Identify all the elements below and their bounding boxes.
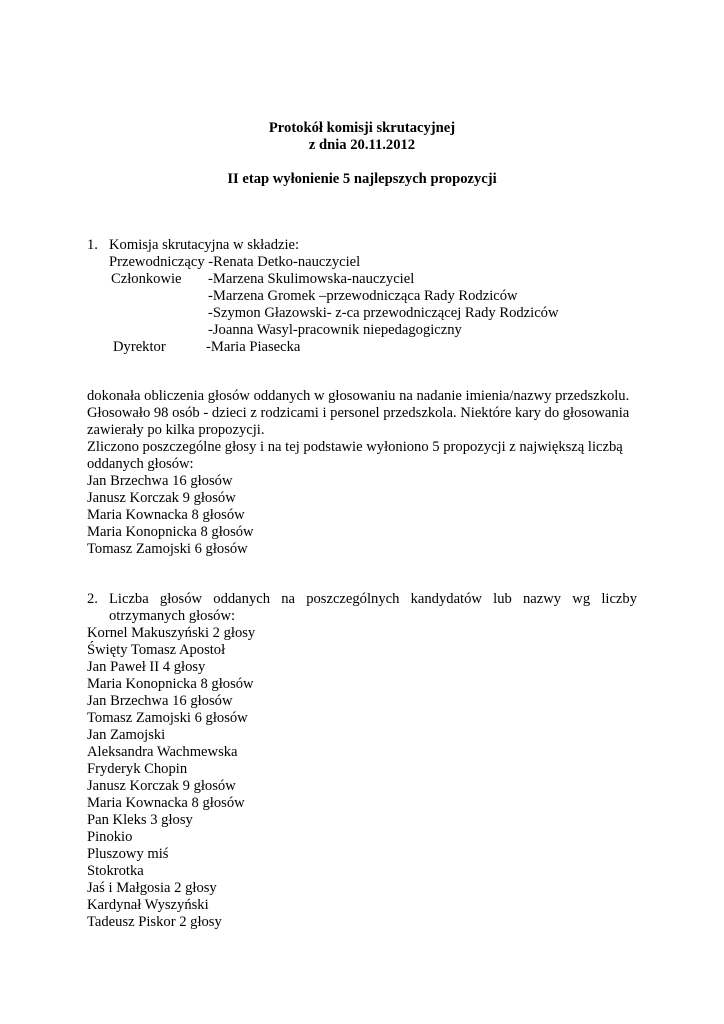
- candidate-item: Pinokio: [87, 829, 133, 845]
- candidate-item: Tadeusz Piskor 2 głosy: [87, 914, 222, 930]
- candidate-item: Jan Brzechwa 16 głosów: [87, 693, 233, 709]
- summary-line: dokonała obliczenia głosów oddanych w głosowaniu na nadanie imienia/nazwy przedszkolu.: [87, 388, 630, 404]
- candidate-item: Jan Paweł II 4 głosy: [87, 659, 206, 675]
- candidate-item: Maria Konopnicka 8 głosów: [87, 676, 254, 692]
- top5-item: Jan Brzechwa 16 głosów: [87, 473, 233, 489]
- section2-heading: Liczba głosów oddanych na poszczególnych kandydatów lub nazwy wg liczby: [109, 591, 637, 607]
- candidate-item: Tomasz Zamojski 6 głosów: [87, 710, 248, 726]
- candidate-item: Pan Kleks 3 głosy: [87, 812, 193, 828]
- candidate-item: Fryderyk Chopin: [87, 761, 188, 777]
- summary-line: Zliczono poszczególne głosy i na tej podstawie wyłoniono 5 propozycji z największą liczbą: [87, 439, 623, 455]
- section2-heading-cont: otrzymanych głosów:: [109, 608, 236, 624]
- committee-member: -Marzena Gromek –przewodnicząca Rady Rodziców: [208, 288, 518, 304]
- candidate-item: Stokrotka: [87, 863, 144, 879]
- candidate-item: Kornel Makuszyński 2 głosy: [87, 625, 256, 641]
- candidate-item: Aleksandra Wachmewska: [87, 744, 238, 760]
- members-label: Członkowie: [111, 271, 182, 287]
- section1-heading: Komisja skrutacyjna w składzie:: [109, 237, 300, 253]
- summary-line: oddanych głosów:: [87, 456, 194, 472]
- committee-chair: Przewodniczący -Renata Detko-nauczyciel: [109, 254, 361, 270]
- document-title: Protokół komisji skrutacyjnej: [268, 120, 456, 136]
- section1-number: 1.: [87, 237, 98, 253]
- candidate-item: Kardynał Wyszyński: [87, 897, 209, 913]
- top5-item: Maria Kownacka 8 głosów: [87, 507, 245, 523]
- top5-item: Maria Konopnicka 8 głosów: [87, 524, 254, 540]
- top5-item: Tomasz Zamojski 6 głosów: [87, 541, 248, 557]
- committee-member: -Szymon Głazowski- z-ca przewodniczącej Rady Rodziców: [208, 305, 559, 321]
- summary-line: zawierały po kilka propozycji.: [87, 422, 265, 438]
- candidate-item: Święty Tomasz Apostoł: [87, 642, 226, 658]
- section2-number: 2.: [87, 591, 98, 607]
- candidate-item: Pluszowy miś: [87, 846, 169, 862]
- committee-member: -Joanna Wasyl-pracownik niepedagogiczny: [208, 322, 462, 338]
- director-label: Dyrektor: [113, 339, 166, 355]
- summary-line: Głosowało 98 osób - dzieci z rodzicami i personel przedszkola. Niektóre kary do głosowania: [87, 405, 630, 421]
- candidate-item: Jaś i Małgosia 2 głosy: [87, 880, 217, 896]
- document-date: z dnia 20.11.2012: [308, 137, 416, 153]
- candidate-item: Jan Zamojski: [87, 727, 166, 743]
- top5-item: Janusz Korczak 9 głosów: [87, 490, 236, 506]
- committee-member: -Marzena Skulimowska-nauczyciel: [208, 271, 415, 287]
- document-subtitle: II etap wyłonienie 5 najlepszych propozycji: [227, 171, 497, 187]
- director-name: -Maria Piasecka: [206, 339, 301, 355]
- candidate-item: Janusz Korczak 9 głosów: [87, 778, 236, 794]
- candidate-item: Maria Kownacka 8 głosów: [87, 795, 245, 811]
